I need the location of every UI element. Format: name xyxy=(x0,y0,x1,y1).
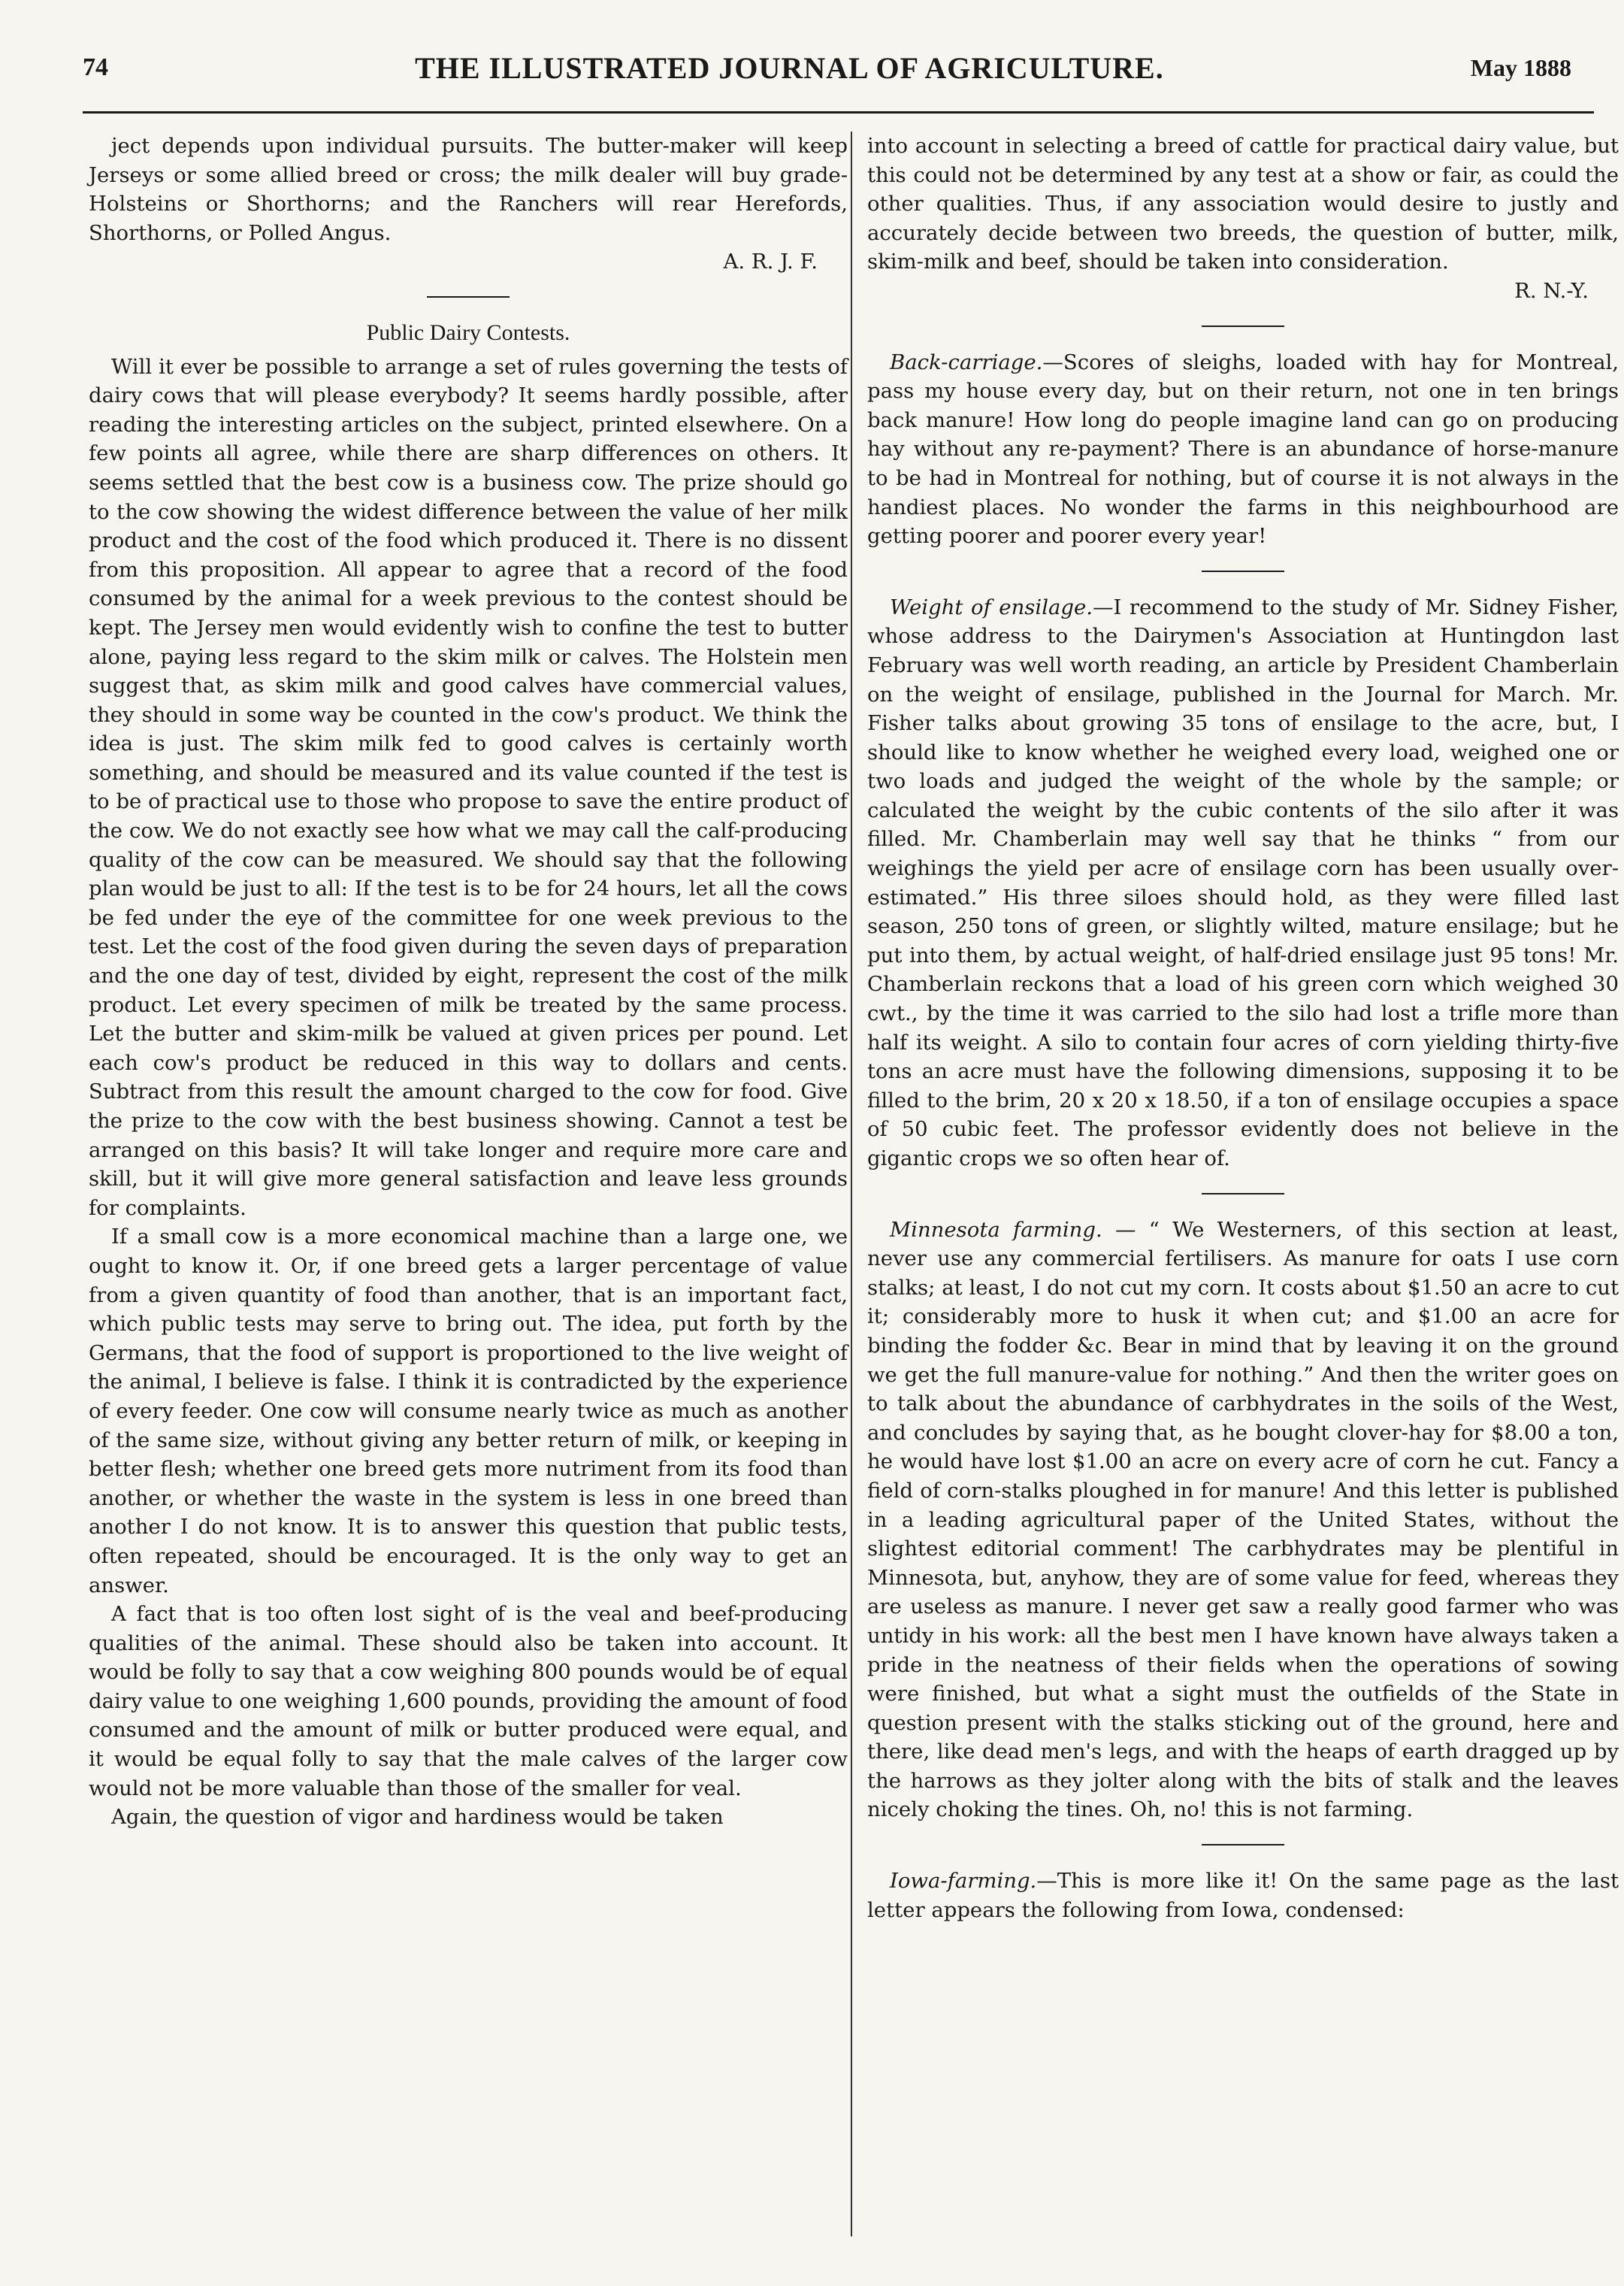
ensilage-lead: Weight of ensilage. xyxy=(890,595,1093,619)
header-rule xyxy=(83,111,1594,114)
iowa-paragraph xyxy=(867,1867,1619,1924)
intro-signature: A. R. J. F. xyxy=(723,250,818,274)
back-carriage-paragraph xyxy=(867,348,1619,551)
minnesota-text: — “ We Westerners, of this section at least, never use any commercial fertilisers. As manure for oats I use corn stalks; at least, I do not cut my corn. It costs about $1.50 an acre to cut it; considerably more to husk it when cut; and $1.00 an acre for binding the fodder &c. Bear in mind that by leaving it on the ground we get the full manure-value for nothing.” And then the writer goes on to talk about the abundance of carbhydrates in the soils of the West, and concludes by saying that, as he bought clover-hay for $8.00 a ton, he would have lost $1.00 an acre on every acre of corn he cut. Fancy a field of corn-stalks ploughed in for manure! And this letter is published in a leading agricultural paper of the United States, without the slightest editorial comment! The carbhydrates may be plentiful in Minnesota, but, anyhow, they are of some value for feed, whereas they are useless as manure. I never get saw a really good farmer who was untidy in his work: all the best men I have known have always taken a pride in the neatness of their fields when the operations of sowing were finished, but what a sight must the outfields of the State in question present with the stalks sticking out of the ground, here and there, like dead men's legs, and with the heaps of earth dragged up by the harrows as they jolter along with the bits of stalk and the leaves nicely choking the tines. Oh, no! this is not farming. xyxy=(867,1217,1619,1822)
article-paragraph: A fact that is too often lost sight of is the veal and beef-producing qualities of the animal. These should also be taken into account. It would be folly to say that a cow weighing 800 pounds would be of equal dairy value to one weighing 1,600 pounds, providing the amount of food consumed and the amount of milk or butter produced were equal, and it would be equal folly to say that the male calves of the larger cow would not be more valuable than those of the smaller for veal. xyxy=(89,1602,848,1800)
article-paragraph: Will it ever be possible to arrange a set of rules governing the tests of dairy cows that will please everybody? It seems hardly possible, after reading the interesting articles on the subject, printed elsewhere. On a few points all agree, while there are sharp differences on others. It seems settled that the best cow is a business cow. The prize should go to the cow showing the widest difference between the value of her milk product and the cost of the food which produced it. There is no dissent from this proposition. All appear to agree that a record of the food consumed by the animal for a week previous to the contest should be kept. The Jersey men would evidently wish to confine the test to butter alone, paying less regard to the skim milk or calves. The Holstein men suggest that, as skim milk and good calves have commercial values, they should in some way be counted in the cow's product. We think the idea is just. The skim milk fed to good calves is certainly worth something, and should be measured and its value counted if the test is to be of practical use to those who propose to save the entire product of the cow. We do not exactly see how what we may call the calf-producing quality of the cow can be measured. We should say that the following plan would be just to all: If the test is to be for 24 hours, let all the cows be fed under the eye of the committee for one week previous to the test. Let the cost of the food given during the seven days of preparation and the one day of test, divided by eight, represent the cost of the milk product. Let every specimen of milk be treated by the same process. Let the butter and skim-milk be valued at given prices per pound. Let each cow's product be reduced in this way to dollars and cents. Subtract from this result the amount charged to the cow for food. Give the prize to the cow with the best business showing. Cannot a test be arranged on this basis? It will take longer and require more care and skill, but it will give more general satisfaction and leave less grounds for complaints. xyxy=(89,354,848,1220)
page-number: 74 xyxy=(83,53,108,81)
left-column xyxy=(89,132,848,1832)
section-divider xyxy=(1202,1844,1284,1845)
issue-date: May 1888 xyxy=(1470,53,1571,81)
continuation-text: into account in selecting a breed of cattle for practical dairy value, but this could not be determined by any test at a show or fair, as could the other qualities. Thus, if any association would desire to justly and accurately decide between two breeds, the question of butter, milk, skim-milk and beef, should be taken into consideration. xyxy=(867,134,1619,274)
ensilage-paragraph xyxy=(867,593,1619,1173)
continuation-signature: R. N.-Y. xyxy=(1514,278,1589,303)
iowa-text: —This is more like it! On the same page as the last letter appears the following from Iowa, condensed: xyxy=(867,1869,1619,1922)
section-divider xyxy=(1202,571,1284,572)
journal-title: THE ILLUSTRATED JOURNAL OF AGRICULTURE. xyxy=(415,50,1164,85)
ensilage-text: —I recommend to the study of Mr. Sidney Fisher, whose address to the Dairymen's Association at Huntingdon last February was well worth reading, an article by President Chamberlain on the weight of ensilage, published in the Journal for March. Mr. Fisher talks about growing 35 tons of ensilage to the acre, but, I should like to know whether he weighed every load, weighed one or two loads and judged the weight of the whole by the sample; or calculated the weight by the cubic contents of the silo after it was filled. Mr. Chamberlain may well say that he thinks “ from our weighings the yield per acre of ensilage corn has been usually over-estimated.” His three siloes should hold, as they were filled last season, 250 tons of green, or slightly wilted, mature ensilage; but he put into them, by actual weight, of half-dried ensilage just 95 tons! Mr. Chamberlain reckons that a load of his green corn which weighed 30 cwt., by the time it was carried to the silo had lost a trifle more than half its weight. A silo to contain four acres of corn yielding thirty-five tons an acre must have the following dimensions, supposing it to be filled to the brim, 20 x 20 x 18.50, if a ton of ensilage occupies a space of 50 cubic feet. The professor evidently does not believe in the gigantic crops we so often hear of. xyxy=(867,595,1619,1170)
article-title: Public Dairy Contests. xyxy=(366,319,570,345)
continuation-paragraph xyxy=(867,132,1619,277)
page-header xyxy=(83,41,1571,94)
section-divider xyxy=(427,296,510,298)
right-column xyxy=(867,132,1619,1924)
minnesota-paragraph xyxy=(867,1216,1619,1824)
back-carriage-lead: Back-carriage. xyxy=(890,350,1043,374)
section-divider xyxy=(1202,325,1284,327)
minnesota-lead: Minnesota farming. xyxy=(890,1217,1102,1242)
column-divider xyxy=(851,132,852,2236)
intro-paragraph: ject depends upon individual pursuits. The butter-maker will keep Jerseys or some allied breed or cross; the milk dealer will buy grade-Holsteins or Shorthorns; and the Ranchers will rear Herefords, Shorthorns, or Polled Angus. xyxy=(89,134,848,245)
article-paragraph: If a small cow is a more economical machine than a large one, we ought to know it. Or, if one breed gets a larger percentage of value from a given quantity of food than another, that is an important fact, which public tests may serve to bring out. The idea, put forth by the Germans, that the food of support is proportioned to the live weight of the animal, I believe is false. I think it is contradicted by the experience of every feeder. One cow will consume nearly twice as much as another of the same size, without giving any better return of milk, or keeping in better flesh; whether one breed gets more nutriment from its food than another, or whether the waste in the system is less in one breed than another I do not know. It is to answer this question that public tests, often repeated, should be encouraged. It is the only way to get an answer. xyxy=(89,1225,848,1597)
article-paragraph: Again, the question of vigor and hardiness would be taken xyxy=(111,1805,724,1830)
section-divider xyxy=(1202,1193,1284,1194)
iowa-lead: Iowa-farming. xyxy=(890,1869,1037,1894)
back-carriage-text: —Scores of sleighs, loaded with hay for Montreal, pass my house every day, but on their return, not one in ten brings back manure! How long do people imagine land can go on producing hay without any re-payment? There is an abundance of horse-manure to be had in Montreal for nothing, but of course it is not always in the handiest places. No wonder the farms in this neighbourhood are getting poorer and poorer every year! xyxy=(867,350,1619,549)
